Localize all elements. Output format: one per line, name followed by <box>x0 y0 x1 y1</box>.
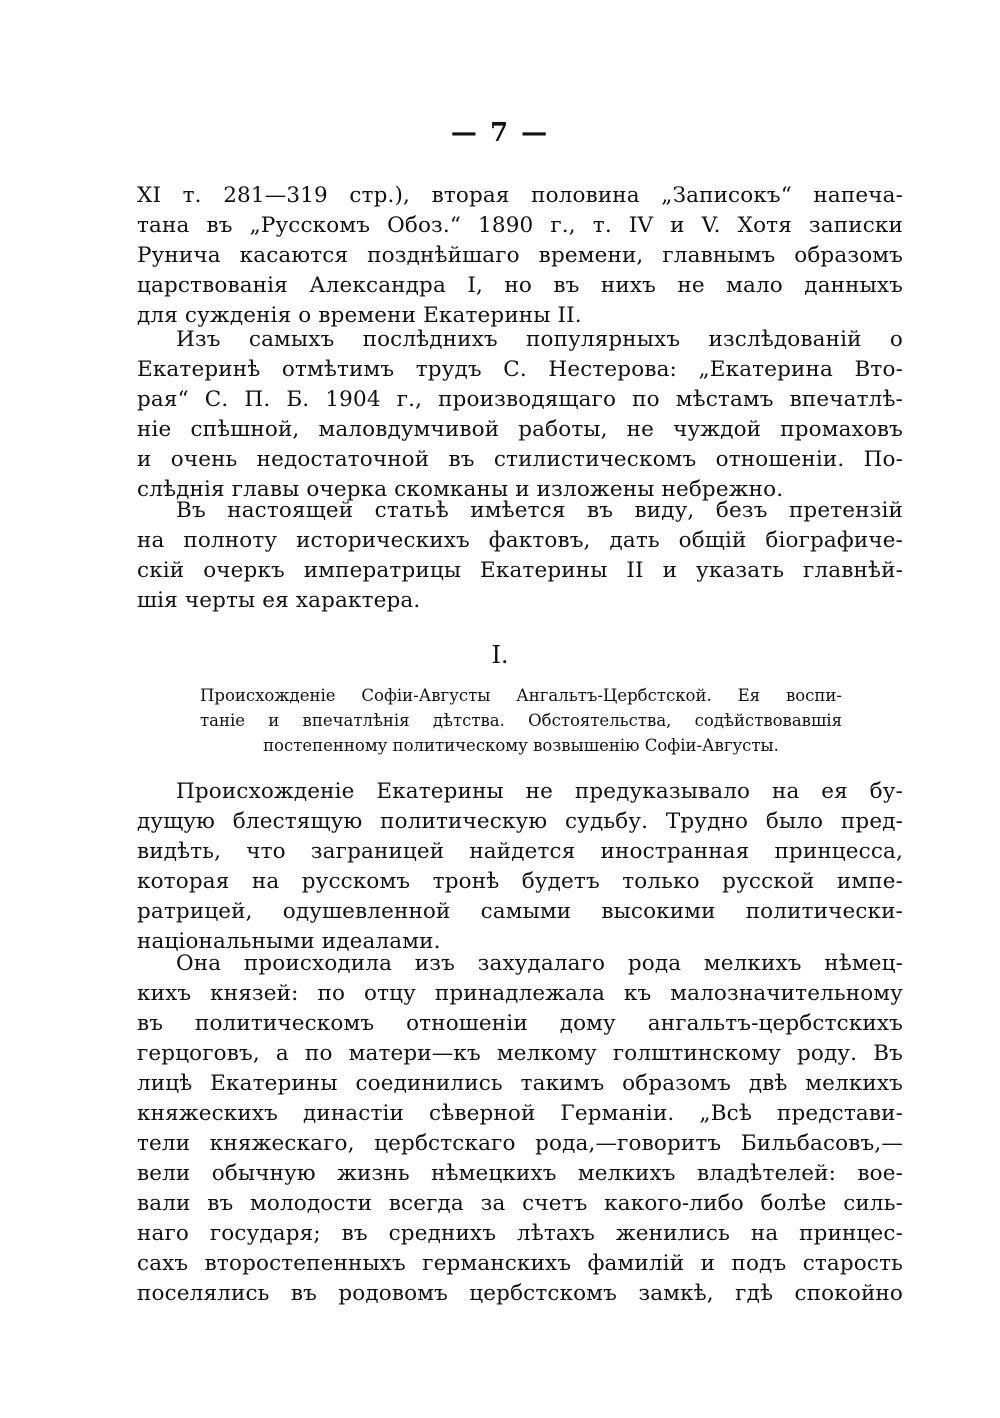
text-line: скій очеркъ императрицы Екатерины II и указать главнѣй- <box>137 558 903 583</box>
text-line: Изъ самыхъ послѣднихъ популярныхъ изслѣдованій о <box>176 327 903 352</box>
summary-line: постепенному политическому возвышенію Софіи-Августы. <box>263 736 779 755</box>
text-line: дущую блестящую политическую судьбу. Трудно было пред- <box>137 809 903 834</box>
text-line: Она происходила изъ захудалаго рода мелкихъ нѣмец- <box>176 951 903 976</box>
text-line: кихъ князей: по отцу принадлежала къ малозначительному <box>137 981 903 1006</box>
text-line: которая на русскомъ тронѣ будетъ только русской импе- <box>137 869 903 894</box>
text-line: рая“ С. П. Б. 1904 г., производящаго по мѣстамъ впечатлѣ- <box>137 387 903 412</box>
text-line: Рунича касаются позднѣйшаго времени, главнымъ образомъ <box>137 243 903 268</box>
paragraph-3 <box>137 496 903 616</box>
text-line: Въ настоящей статьѣ имѣется въ виду, безъ претензій <box>176 498 903 523</box>
text-line: наго государя; въ среднихъ лѣтахъ женились на принцес- <box>137 1221 903 1246</box>
paragraph-5 <box>137 949 903 1309</box>
text-line: и очень недостаточной въ стилистическомъ отношеніи. По- <box>137 447 903 472</box>
text-line: герцоговъ, а по матери—къ мелкому голштинскому роду. Въ <box>137 1041 903 1066</box>
text-line: поселялись въ родовомъ цербстскомъ замкѣ, гдѣ спокойно <box>137 1281 903 1306</box>
text-line: Происхожденіе Екатерины не предуказывало на ея бу- <box>176 779 903 804</box>
chapter-numeral: I. <box>491 641 509 669</box>
text-line: ратрицей, одушевленной самыми высокими политически- <box>137 899 903 924</box>
text-line: царствованія Александра I, но въ нихъ не мало данныхъ <box>137 273 903 298</box>
summary-line: Происхожденіе Софіи-Августы Ангальтъ-Цербстской. Ея воспи- <box>200 686 842 705</box>
text-line: національными идеалами. <box>137 929 441 954</box>
text-line: вали въ молодости всегда за счетъ какого-либо болѣе силь- <box>137 1191 903 1216</box>
text-line: Екатеринѣ отмѣтимъ трудъ С. Нестерова: „Екатерина Вто- <box>137 357 903 382</box>
text-line: тана въ „Русскомъ Обоз.“ 1890 г., т. IV и V. Хотя записки <box>137 213 903 238</box>
chapter-summary <box>200 683 842 758</box>
text-line: слѣднія главы очерка скомканы и изложены небрежно. <box>137 477 784 502</box>
text-line: ніе спѣшной, маловдумчивой работы, не чуждой промаховъ <box>137 417 903 442</box>
paragraph-2 <box>137 325 903 505</box>
text-line: тели княжескаго, цербстскаго рода,—говоритъ Бильбасовъ,— <box>137 1131 903 1156</box>
text-line: XI т. 281—319 стр.), вторая половина „Записокъ“ напеча- <box>137 183 903 208</box>
text-line: сахъ второстепенныхъ германскихъ фамилій и подъ старость <box>137 1251 903 1276</box>
text-line: вели обычную жизнь нѣмецкихъ мелкихъ владѣтелей: вое- <box>137 1161 903 1186</box>
text-line: видѣть, что заграницей найдется иностранная принцесса, <box>137 839 903 864</box>
paragraph-4 <box>137 777 903 957</box>
page-number: — 7 — <box>450 118 550 148</box>
text-line: шія черты ея характера. <box>137 588 421 613</box>
paragraph-1 <box>137 181 903 331</box>
text-line: княжескихъ династіи сѣверной Германіи. „Всѣ представи- <box>137 1101 903 1126</box>
text-line: лицѣ Екатерины соединились такимъ образомъ двѣ мелкихъ <box>137 1071 903 1096</box>
summary-line: таніе и впечатлѣнія дѣтства. Обстоятельства, содѣйствовавшія <box>200 711 842 730</box>
text-line: на полноту историческихъ фактовъ, дать общій біографиче- <box>137 528 903 553</box>
text-line: для сужденія о времени Екатерины II. <box>137 303 582 328</box>
text-line: въ политическомъ отношеніи дому ангальтъ-цербстскихъ <box>137 1011 903 1036</box>
